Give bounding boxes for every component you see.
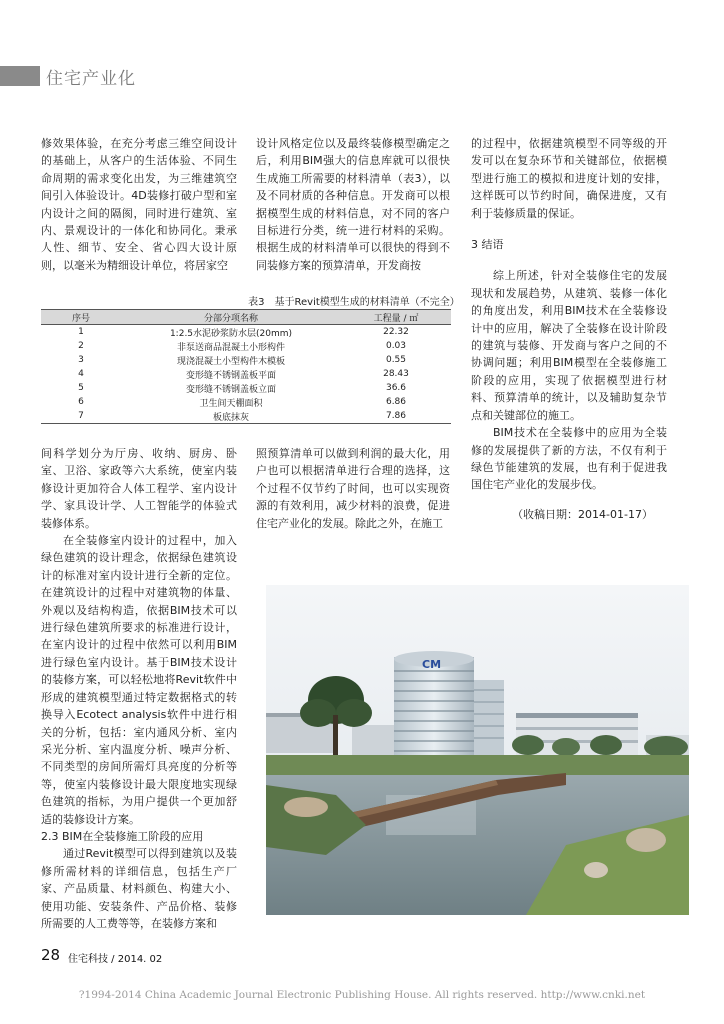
paragraph: 综上所述，针对全装修住宅的发展现状和发展趋势，从建筑、装修一体化的角度出发，利用BIM技术在全装修设计中的应用，解决了全装修在设计阶段的建筑与装修、开发商与客户之间的不协调问题；利用BIM模型在全装修施工阶段的应用，实现了依据模型进行材料、预算清单的统计，以及辅助复杂节点和关键部位的施工。 [471, 269, 667, 422]
paragraph: 间科学划分为厅房、收纳、厨房、卧室、卫浴、家政等六大系统，使室内装修设计更加符合人体工程学、室内设计学、家具设计学、人工智能学的体验式装修体系。 [41, 447, 237, 530]
copyright-notice: ?1994-2014 China Academic Journal Electronic Publishing House. All rights reserved. http://www.cnki.net [78, 989, 646, 1001]
paragraph: 照预算清单可以做到利润的最大化，用户也可以根据清单进行合理的选择，这个过程不仅节约了时间，也可以实现资源的有效利用，减少材料的浪费，促进住宅产业化的发展。除此之外，在施工 [256, 447, 450, 530]
table-cell: 7 [41, 409, 121, 424]
table-cell: 3 [78, 355, 84, 365]
table-row [41, 353, 451, 367]
table-header-cell: 工程量 / ㎡ [341, 310, 451, 325]
table-cell: 板底抹灰 [121, 409, 341, 424]
column-1-bottom [41, 445, 237, 932]
paragraph: 在全装修室内设计的过程中，加入绿色建筑的设计理念，依据绿色建筑设计的标准对室内设计进行全新的定位。在建筑设计的过程中对建筑物的体量、外观以及结构构造，依据BIM技术可以进行绿色建筑所要求的标准进行设计，在室内设计的过程中依然可以利用BIM进行绿色室内设计。基于BIM技术设计的装修方案，可以轻松地将Revit软件中形成的建筑模型通过特定数据格式的转换导入Ecotect analysis软件中进行相关的分析，包括：室内通风分析、室内采光分析、室内温度分析、噪声分析、不同类型的房间所需灯具亮度的分析等等，使室内装修设计最大限度地实现绿色建筑的指标，为用户提供一个更加舒适的装修设计方案。 [41, 534, 237, 826]
table-cell: 1:2.5水泥砂浆防水层(20mm) [169, 328, 293, 339]
column-2-top [256, 135, 450, 274]
column-3 [471, 135, 667, 523]
table-cell: 6.86 [385, 397, 407, 407]
table-row [41, 409, 451, 424]
table-cell: 现浇混凝土小型构件木模板 [176, 356, 285, 367]
paragraph: 通过Revit模型可以得到建筑以及装修所需材料的详细信息，包括生产厂家、产品质量、材料颜色、构建大小、使用功能、安装条件、产品价格、装修所需要的人工费等等，在装修方案和 [41, 847, 237, 930]
table-row [41, 339, 451, 353]
paragraph: 修效果体验，在充分考虑三维空间设计的基础上，从客户的生活体验、不同生命周期的需求变化出发，为三维建筑空间引入体验设计。4D装修打破户型和室内设计之间的隔阂，同时进行建筑、室内、景观设计的一体化和协同化。秉承人性、细节、安全、省心四大设计原则，以毫米为精细设计单位，将居家空 [41, 137, 237, 272]
table-cell: 2 [78, 341, 84, 351]
section-header-bar [0, 66, 40, 86]
subsection-heading: 2.3 BIM在全装修施工阶段的应用 [41, 829, 204, 843]
table-header-cell: 分部分项名称 [121, 310, 341, 325]
table-caption: 表3 基于Revit模型生成的材料清单（不完全） [248, 297, 460, 308]
section-heading-conclusion: 3 结语 [471, 238, 504, 252]
table-cell: 0.03 [385, 341, 407, 351]
page-number: 28 [41, 946, 61, 964]
table-cell: 5 [78, 383, 84, 393]
table-cell: 变形缝不锈钢盖板平面 [185, 370, 276, 381]
table-header-cell: 序号 [41, 310, 121, 325]
table-cell: 22.32 [383, 327, 409, 337]
table-header-row [41, 310, 451, 325]
table-cell: 36.6 [385, 383, 407, 393]
paragraph: BIM技术在全装修中的应用为全装修的发展提供了新的方法，不仅有利于绿色节能建筑的发展，也有利于促进我国住宅产业化的发展步伐。 [471, 426, 667, 492]
table-cell: 28.43 [383, 369, 409, 379]
table-row [41, 367, 451, 381]
paragraph: 的过程中，依据建筑模型不同等级的开发可以在复杂环节和关键部位，依据模型进行施工的模拟和进度计划的安排，这样既可以节约时间，确保进度，又有利于装修质量的保证。 [471, 137, 667, 220]
table-cell: 非泵送商品混凝土小形构件 [176, 342, 285, 353]
table-cell: 0.55 [385, 355, 407, 365]
table-cell: 卫生间天棚面积 [199, 398, 263, 409]
table-cell: 4 [78, 369, 84, 379]
table-row [41, 325, 451, 340]
building-photo [266, 585, 689, 915]
table-row [41, 381, 451, 395]
table-row [41, 395, 451, 409]
table-cell: 6 [78, 397, 84, 407]
material-list-table [41, 309, 451, 424]
table-cell: 1 [78, 327, 84, 337]
table-cell: 7.86 [341, 409, 451, 424]
column-1-top [41, 135, 237, 274]
paragraph: 设计风格定位以及最终装修模型确定之后，利用BIM强大的信息库就可以很快生成施工所需要的材料清单（表3），以及不同材质的各种信息。开发商可以根据模型生成的材料信息，对不同的客户目标进行分类，统一进行材料的采购。根据生成的材料清单可以很快的得到不同装修方案的预算清单，开发商按 [256, 137, 450, 272]
received-date: （收稿日期：2014-01-17） [512, 507, 653, 521]
column-2-bottom [256, 445, 450, 532]
table-cell: 变形缝不锈钢盖板立面 [185, 384, 276, 395]
journal-name: 住宅科技 / 2014. 02 [68, 954, 163, 965]
section-title: 住宅产业化 [46, 69, 136, 89]
building-sign-logo: CM [422, 658, 442, 671]
